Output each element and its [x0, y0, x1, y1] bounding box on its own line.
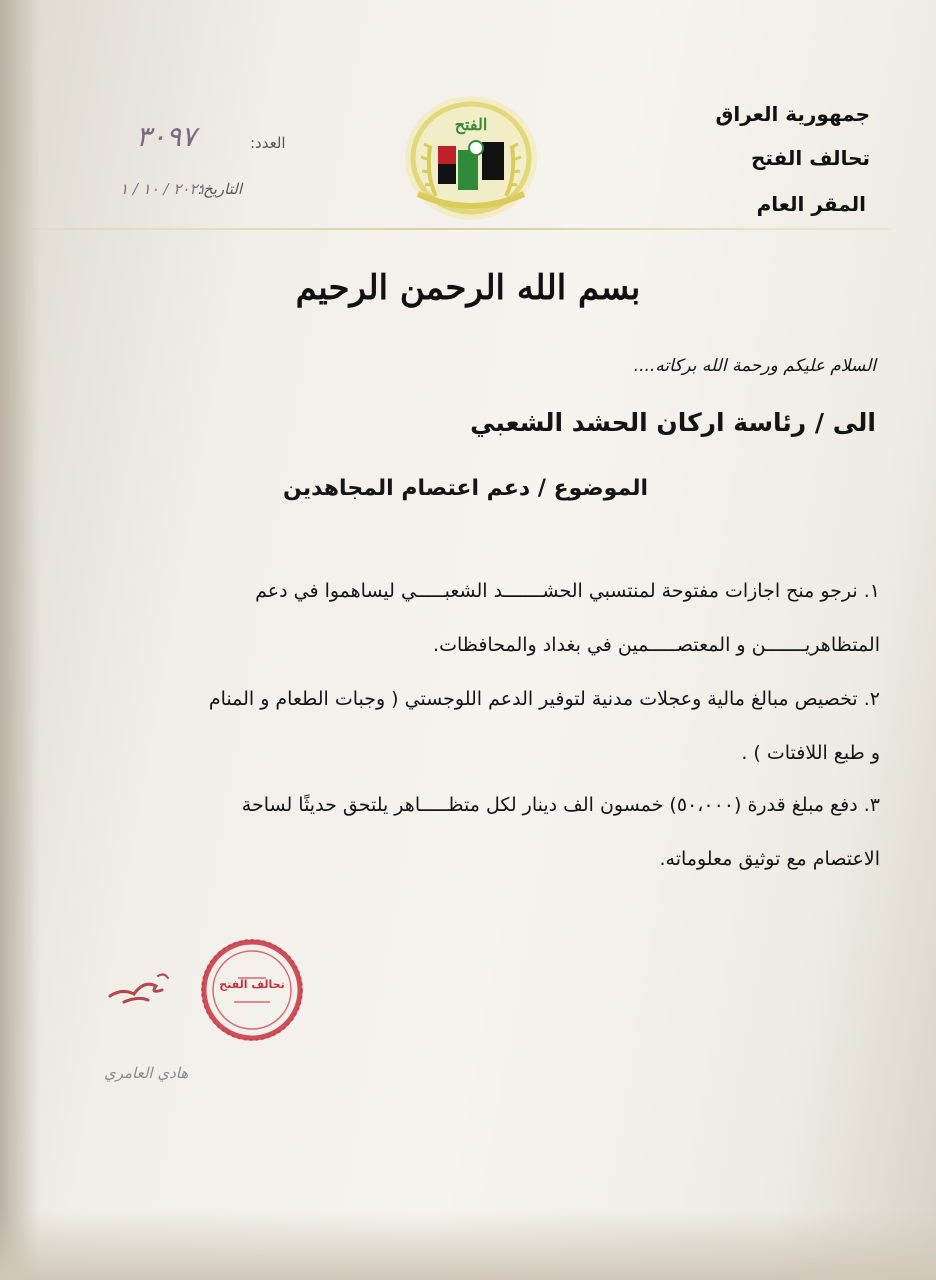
date-value: ٢٠٢١ / ١٠ / ١ — [120, 180, 206, 198]
date-label: التاريخ: — [198, 180, 242, 198]
header-organization: تحالف الفتح — [750, 146, 870, 170]
signature-scribble — [104, 966, 174, 1010]
header-divider — [30, 228, 890, 230]
page-shadow-bottom — [0, 1210, 936, 1280]
number-label: العدد: — [250, 134, 286, 152]
greeting-line: السلام عليكم ورحمة الله بركاته.... — [633, 356, 876, 376]
paragraph-1-line-1: ١. نرجو منح اجازات مفتوحة لمنتسبي الحشـــــــد الشعبـــــي ليساهموا في دعم — [255, 580, 880, 602]
header-country: جمهورية العراق — [715, 102, 870, 126]
paragraph-3-line-2: الاعتصام مع توثيق معلوماته. — [659, 848, 880, 870]
signatory-name: هادي العامري — [104, 1064, 189, 1082]
number-value: ٣٠٩٧ — [136, 120, 197, 153]
paragraph-2-line-1: ٢. تخصيص مبالغ مالية وعجلات مدنية لتوفير الدعم اللوجستي ( وجبات الطعام و المنام — [208, 688, 880, 710]
header-office: المقر العام — [756, 192, 866, 216]
page-shadow-left — [0, 0, 40, 1280]
fateh-alliance-logo — [396, 86, 546, 226]
basmala: بسم الله الرحمن الرحيم — [295, 268, 641, 308]
paragraph-2-line-2: و طبع اللافتات ) . — [741, 742, 880, 764]
stamp-text: تحالف الفتح — [219, 978, 285, 991]
subject-line: الموضوع / دعم اعتصام المجاهدين — [283, 476, 648, 501]
paragraph-3-line-1: ٣. دفع مبلغ قدرة (٥٠،٠٠٠) خمسون الف دينار لكل متظـــــاهر يلتحق حديثًا لساحة — [241, 794, 880, 816]
logo-text: الفتح — [454, 115, 488, 134]
recipient-line: الى / رئاسة اركان الحشد الشعبي — [470, 408, 876, 437]
paragraph-1-line-2: المتظاهريـــــــن و المعتصـــــمين في بغداد والمحافظات. — [433, 634, 880, 656]
